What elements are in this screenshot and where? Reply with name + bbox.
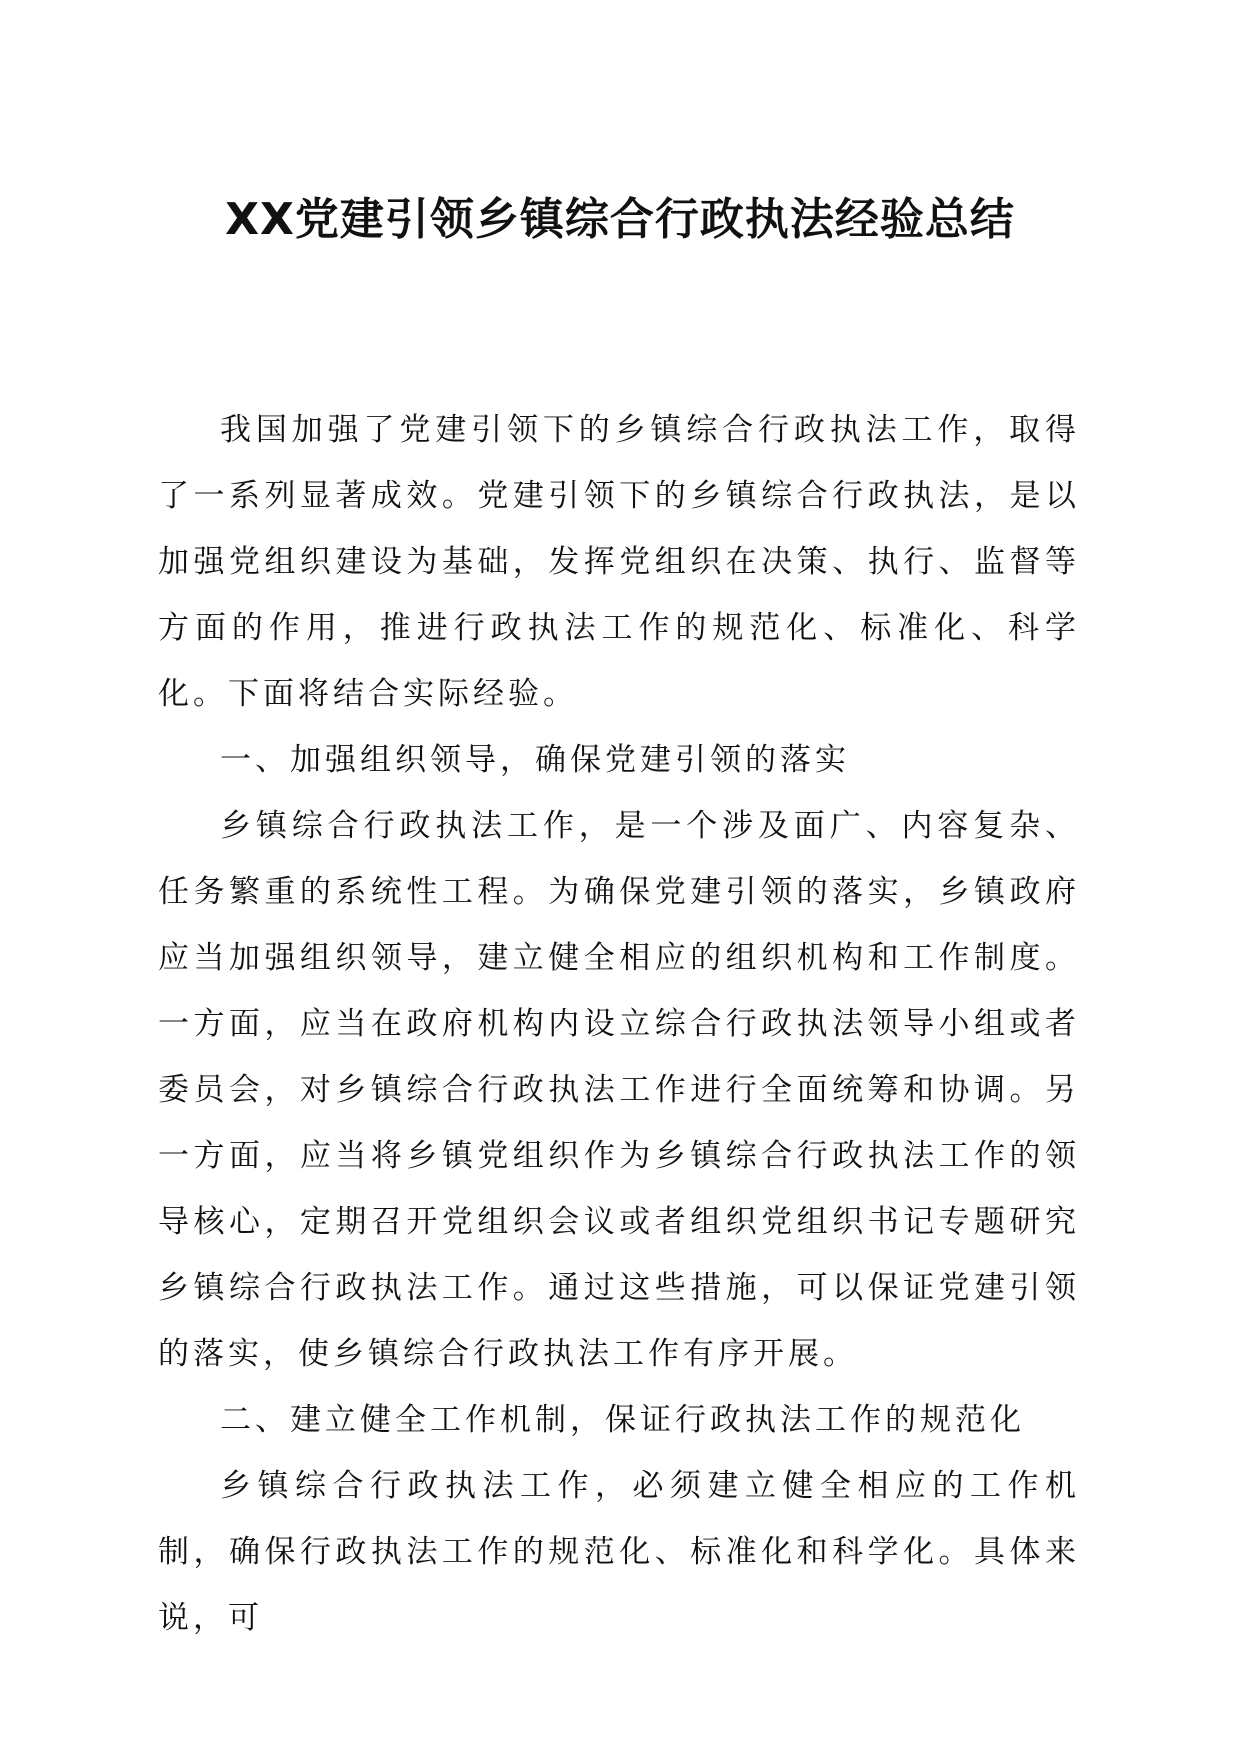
section-heading-1: 一、加强组织领导，确保党建引领的落实 [220, 742, 850, 778]
paragraph-section-1: 乡镇综合行政执法工作，是一个涉及面广、内容复杂、任务繁重的系统性工程。为确保党建引领的落实，乡镇政府应当加强组织领导，建立健全相应的组织机构和工作制度。一方面，应当在政府机构内设立综合行政执法领导小组或者委员会，对乡镇综合行政执法工作进行全面统筹和协调。另一方面，应当将乡镇党组织作为乡镇综合行政执法工作的领导核心，定期召开党组织会议或者组织党组织书记专题研究乡镇综合行政执法工作。通过这些措施，可以保证党建引领的落实，使乡镇综合行政执法工作有序开展。 [158, 808, 1080, 1372]
paragraph-section-2: 乡镇综合行政执法工作，必须建立健全相应的工作机制，确保行政执法工作的规范化、标准化和科学化。具体来说，可 [158, 1468, 1080, 1636]
document-title: XX党建引领乡镇综合行政执法经验总结 [225, 194, 1015, 245]
section-heading-2: 二、建立健全工作机制，保证行政执法工作的规范化 [220, 1402, 1025, 1438]
document-body [158, 397, 1080, 1651]
paragraph-intro: 我国加强了党建引领下的乡镇综合行政执法工作，取得了一系列显著成效。党建引领下的乡镇综合行政执法，是以加强党组织建设为基础，发挥党组织在决策、执行、监督等方面的作用，推进行政执法工作的规范化、标准化、科学化。下面将结合实际经验。 [158, 412, 1080, 712]
